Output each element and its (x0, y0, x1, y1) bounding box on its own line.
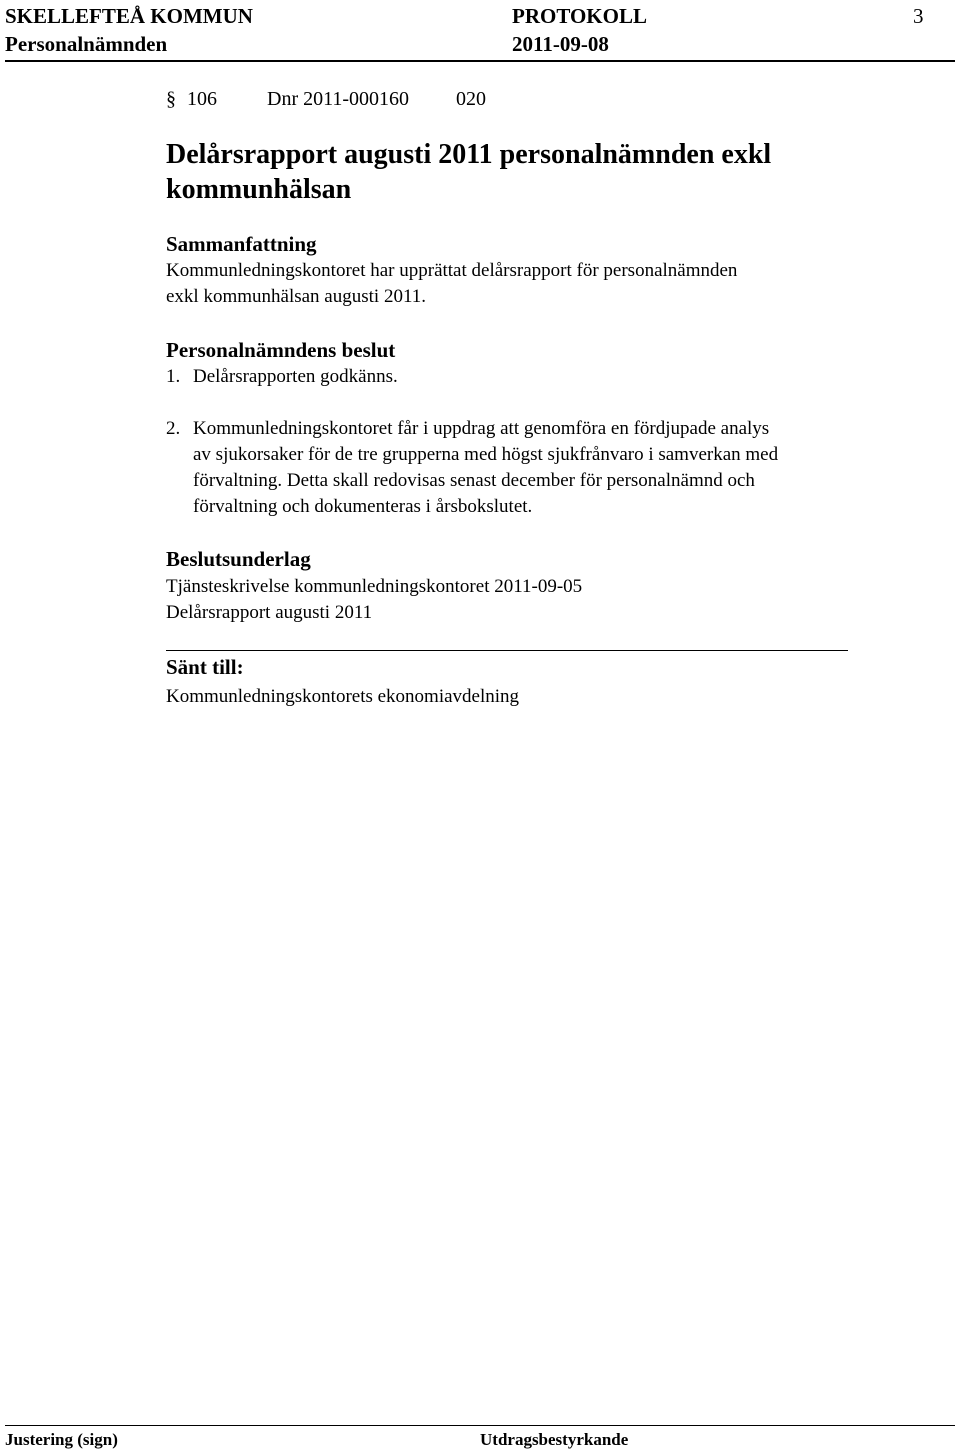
decision-item-1-text: Delårsrapporten godkänns. (193, 366, 398, 387)
meeting-date: 2011-09-08 (512, 32, 609, 56)
committee-name: Personalnämnden (5, 32, 168, 56)
summary-line1: Kommunledningskontoret har upprättat delårsrapport för personalnämnden (166, 260, 738, 281)
basis-heading: Beslutsunderlag (166, 547, 311, 571)
section-number: 106 (187, 88, 217, 110)
decision-heading: Personalnämndens beslut (166, 338, 396, 362)
header-rule (5, 60, 955, 62)
section-divider (166, 650, 848, 651)
footer-utdragsbestyrkande: Utdragsbestyrkande (480, 1430, 629, 1449)
sent-to-recipient: Kommunledningskontorets ekonomiavdelning (166, 686, 520, 707)
decision-item-2-line4: förvaltning och dokumenteras i årsbokslutet. (193, 496, 533, 517)
document-type: PROTOKOLL (512, 4, 647, 28)
basis-line2: Delårsrapport augusti 2011 (166, 602, 373, 623)
section-code: 020 (456, 88, 487, 110)
footer-justering: Justering (sign) (5, 1430, 118, 1449)
summary-line2: exkl kommunhälsan augusti 2011. (166, 286, 426, 307)
decision-item-2-line1: Kommunledningskontoret får i uppdrag att genomföra en fördjupade analys (193, 418, 770, 439)
section-symbol: § (166, 88, 176, 110)
summary-heading: Sammanfattning (166, 232, 317, 256)
page-title-line1: Delårsrapport augusti 2011 personalnämnden exkl (166, 139, 772, 170)
decision-item-1-number: 1. (166, 366, 181, 387)
decision-item-2-line2: av sjukorsaker för de tre grupperna med högst sjukfrånvaro i samverkan med (193, 444, 779, 465)
basis-line1: Tjänsteskrivelse kommunledningskontoret 2011-09-05 (166, 576, 583, 597)
page-title-line2: kommunhälsan (166, 174, 352, 205)
footer-rule (5, 1425, 955, 1426)
section-dnr: Dnr 2011-000160 (267, 88, 410, 110)
page-number: 3 (913, 4, 924, 28)
decision-item-2-line3: förvaltning. Detta skall redovisas senast december för personalnämnd och (193, 470, 755, 491)
decision-item-2-number: 2. (166, 418, 181, 439)
organization-name: SKELLEFTEÅ KOMMUN (5, 4, 253, 28)
section-line (166, 86, 486, 112)
sent-to-heading: Sänt till: (166, 655, 244, 679)
